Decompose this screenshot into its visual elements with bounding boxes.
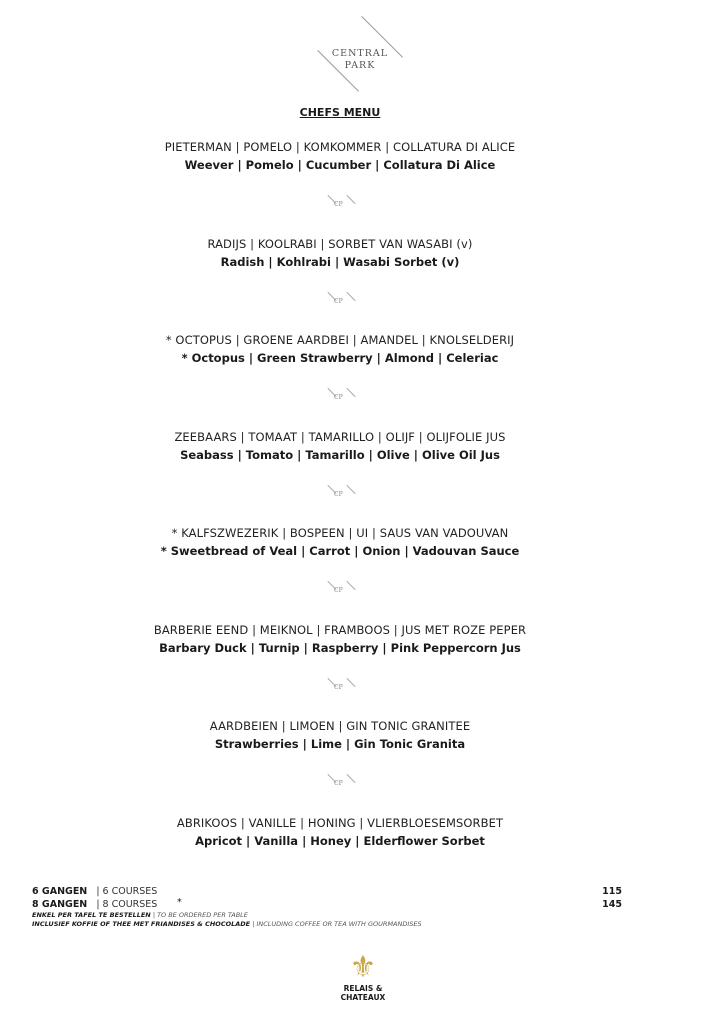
course-item: [0, 622, 680, 719]
logo-line1: CENTRAL: [331, 48, 389, 59]
price: 115: [602, 886, 622, 897]
course-item: [0, 139, 680, 236]
course-dutch: PIETERMAN | POMELO | KOMKOMMER | COLLATURA DI ALICE: [164, 140, 516, 154]
note-nl: INCLUSIEF KOFFIE OF THEE MET FRIANDISES & CHOCOLADE: [32, 920, 251, 928]
option-nl: 8 GANGEN: [32, 899, 88, 910]
relais-chateaux-logo: [333, 952, 393, 1002]
course-dutch: * KALFSZWEZERIK | BOSPEEN | UI | SAUS VAN VADOUVAN: [171, 526, 509, 540]
course-dutch: ZEEBAARS | TOMAAT | TAMARILLO | OLIJF | OLIJFOLIE JUS: [174, 429, 506, 444]
option-8-courses: [32, 898, 632, 911]
fleur-de-lis-icon: ⚜: [349, 950, 377, 985]
price: 145: [602, 899, 622, 910]
cp-divider: [325, 388, 355, 410]
divider-mark: CP: [334, 394, 343, 401]
menu-title: CHEFS MENU: [299, 106, 381, 119]
cp-divider: [325, 774, 355, 796]
cp-divider: [325, 581, 355, 603]
option-en: | 6 COURSES: [96, 886, 158, 897]
central-park-logo: [310, 12, 410, 102]
note-en: | INCLUDING COFFEE OR TEA WITH GOURMANDISES: [252, 920, 422, 928]
option-6-courses: [32, 885, 632, 898]
course-english: * Sweetbread of Veal | Carrot | Onion | Vadouvan Sauce: [160, 544, 520, 558]
course-english: * Octopus | Green Strawberry | Almond | Celeriac: [181, 351, 499, 365]
course-list: [0, 139, 680, 911]
course-item: [0, 525, 680, 622]
course-item: [0, 236, 680, 333]
course-english: Barbary Duck | Turnip | Raspberry | Pink Peppercorn Jus: [159, 640, 521, 655]
course-item: [0, 332, 680, 429]
course-item: [0, 429, 680, 526]
footer-pricing: [32, 885, 632, 929]
course-dutch: BARBERIE EEND | MEIKNOL | FRAMBOOS | JUS MET ROZE PEPER: [153, 622, 527, 637]
divider-mark: CP: [334, 297, 343, 305]
divider-mark: CP: [334, 201, 343, 208]
course-dutch: ABRIKOOS | VANILLE | HONING | VLIERBLOESEMSORBET: [176, 815, 504, 830]
option-nl: 6 GANGEN: [32, 886, 88, 897]
divider-mark: CP: [334, 683, 343, 691]
course-english: Apricot | Vanilla | Honey | Elderflower Sorbet: [195, 833, 485, 848]
asterisk-mark: *: [177, 897, 182, 908]
option-en: | 8 COURSES: [96, 899, 158, 910]
course-dutch: * OCTOPUS | GROENE AARDBEI | AMANDEL | KNOLSELDERIJ: [165, 333, 515, 347]
note-coffee: [32, 920, 632, 929]
relais-line2: CHATEAUX: [340, 993, 386, 1002]
divider-mark: CP: [334, 780, 343, 787]
divider-mark: CP: [334, 587, 343, 594]
cp-divider: [325, 485, 355, 507]
course-english: Strawberries | Lime | Gin Tonic Granita: [214, 737, 466, 751]
note-en: | TO BE ORDERED PER TABLE: [152, 911, 248, 919]
cp-divider: [325, 678, 355, 700]
note-nl: ENKEL PER TAFEL TE BESTELLEN: [32, 911, 151, 919]
course-english: Weever | Pomelo | Cucumber | Collatura Di Alice: [184, 158, 496, 172]
relais-line1: RELAIS &: [343, 984, 383, 993]
cp-divider: [325, 292, 355, 314]
course-english: Radish | Kohlrabi | Wasabi Sorbet (v): [220, 254, 460, 269]
course-dutch: RADIJS | KOOLRABI | SORBET VAN WASABI (v): [207, 236, 473, 251]
note-per-table: [32, 911, 632, 920]
divider-mark: CP: [334, 490, 343, 498]
course-dutch: AARDBEIEN | LIMOEN | GIN TONIC GRANITEE: [209, 719, 471, 733]
logo-line2: PARK: [344, 60, 376, 71]
course-english: Seabass | Tomato | Tamarillo | Olive | Olive Oil Jus: [180, 447, 500, 462]
cp-divider: [325, 195, 355, 217]
course-item: [0, 718, 680, 815]
